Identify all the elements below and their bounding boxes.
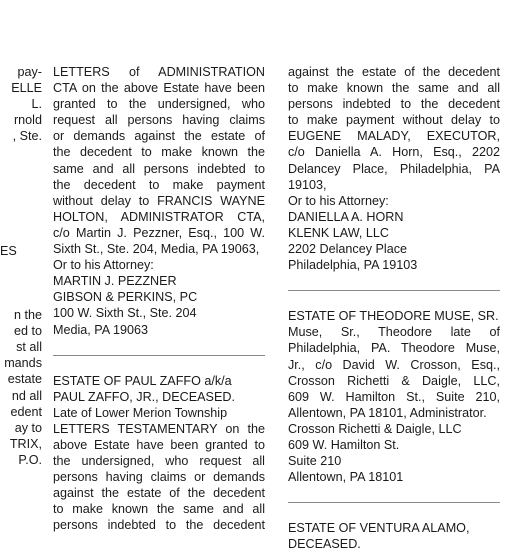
notice-text-line: Muse, Sr., Theodore late of xyxy=(288,325,500,340)
notice-text-line: the decedent to make payment xyxy=(53,177,265,192)
clipped-text-fragment: pay- xyxy=(17,65,42,79)
notice-text-line: 19103, xyxy=(288,177,327,192)
clipped-text-fragment: nd all xyxy=(11,388,42,403)
notice-text-line: to make known the same and all xyxy=(288,81,500,96)
notice-text-line: ESTATE OF THEODORE MUSE, SR. xyxy=(288,309,499,324)
notice-text-line: DANIELLA A. HORN xyxy=(288,209,404,224)
letters-of-administration-notice xyxy=(53,64,265,338)
notice-text-line: EUGENE MALADY, EXECUTOR, xyxy=(288,129,500,144)
notice-divider xyxy=(53,355,265,356)
notice-text-line: Philadelphia, PA 19103 xyxy=(288,258,418,273)
right-column xyxy=(288,64,500,552)
notice-text-line: Jr., c/o David W. Crosson, Esq., xyxy=(288,357,500,372)
middle-column xyxy=(53,64,265,534)
clipped-text-fragment: L. xyxy=(31,97,42,112)
notice-text-line: c/o Daniella A. Horn, Esq., 2202 xyxy=(288,145,500,160)
notice-text-line: Allentown, PA 18101, Administrator. xyxy=(288,405,487,420)
notice-text-line: 100 W. Sixth St., Ste. 204 xyxy=(53,306,197,321)
clipped-text-fragment: n the xyxy=(13,308,42,322)
notice-text-line: granted to the undersigned, who xyxy=(53,97,265,112)
notice-text-line: Media, PA 19063 xyxy=(53,322,148,337)
clipped-text-fragment: ay to xyxy=(14,420,42,435)
notice-text-line: Or to his Attorney: xyxy=(53,258,154,273)
notice-divider xyxy=(288,290,500,291)
clipped-text-fragment: ES xyxy=(0,244,17,258)
notice-text-line: to make payment without delay to xyxy=(288,113,500,128)
notice-text-line: Or to his Attorney: xyxy=(288,193,389,208)
notice-text-line: LETTERS of ADMINISTRATION xyxy=(53,65,265,79)
clipped-text-fragment: ed to xyxy=(13,324,42,339)
notice-text-line: same and all persons indebted to xyxy=(53,161,265,176)
notice-text-line: HOLTON, ADMINISTRATOR CTA, xyxy=(53,209,265,224)
notice-text-line: DECEASED. xyxy=(288,537,361,552)
estate-notice-eugene-malady xyxy=(288,64,500,273)
clipped-text-fragment: edent xyxy=(10,404,42,419)
notice-text-line: Delancey Place, Philadelphia, PA xyxy=(288,161,500,176)
notice-text-line: without delay to FRANCIS WAYNE xyxy=(53,193,265,208)
notice-text-line: Crosson Richetti & Daigle, LLC xyxy=(288,421,462,436)
notice-text-line: the undersigned, who request all xyxy=(53,454,265,469)
notice-text-line: LETTERS TESTAMENTARY on the xyxy=(53,421,265,436)
notice-text-line: KLENK LAW, LLC xyxy=(288,225,390,240)
notice-text-line: Allentown, PA 18101 xyxy=(288,470,404,485)
notice-text-line: against the estate of the decedent xyxy=(53,486,265,501)
notice-text-line: persons indebted to the decedent xyxy=(53,518,265,533)
notice-text-line: Suite 210 xyxy=(288,454,342,469)
notice-text-line: request all persons having claims xyxy=(53,113,265,128)
notice-text-line: PAUL ZAFFO, JR., DECEASED. xyxy=(53,389,235,404)
estate-of-ventura-alamo-notice xyxy=(288,520,500,552)
notice-text-line: against the estate of the decedent xyxy=(288,65,500,79)
clipped-text-fragment: rnold xyxy=(13,113,42,128)
notice-text-line: CTA on the above Estate have been xyxy=(53,81,265,96)
clipped-text-fragment: st all xyxy=(16,340,42,355)
clipped-text-fragment: estate xyxy=(7,372,42,387)
notice-text-line: to make known the same and all xyxy=(53,502,265,517)
notice-text-line: or demands against the estate of xyxy=(53,129,265,144)
estate-of-paul-zaffo-notice xyxy=(53,373,265,534)
clipped-text-fragment: ELLE xyxy=(11,81,42,96)
notice-text-line: GIBSON & PERKINS, PC xyxy=(53,290,198,305)
estate-of-theodore-muse-notice xyxy=(288,308,500,485)
notice-text-line: 2202 Delancey Place xyxy=(288,242,408,257)
clipped-text-fragment: mands xyxy=(4,356,42,371)
notice-text-line: c/o Martin J. Pezzner, Esq., 100 W. xyxy=(53,225,265,240)
notice-text-line: ESTATE OF PAUL ZAFFO a/k/a xyxy=(53,373,232,388)
notice-text-line: persons having claims or demands xyxy=(53,470,265,485)
notice-text-line: MARTIN J. PEZZNER xyxy=(53,274,177,289)
notice-text-line: ESTATE OF VENTURA ALAMO, xyxy=(288,521,470,536)
notice-text-line: Late of Lower Merion Township xyxy=(53,405,228,420)
notice-text-line: above Estate have been granted to xyxy=(53,437,265,452)
notice-text-line: the decedent to make known the xyxy=(53,145,265,160)
notice-text-line: 609 W. Hamilton St., Suite 210, xyxy=(288,389,500,404)
notice-text-line: Philadelphia, PA. Theodore Muse, xyxy=(288,341,500,356)
notice-text-line: Sixth St., Ste. 204, Media, PA 19063, xyxy=(53,242,260,257)
clipped-text-fragment: P.O. xyxy=(18,452,42,467)
notice-text-line: persons indebted to the decedent xyxy=(288,97,500,112)
clipped-text-fragment: , Ste. xyxy=(12,129,42,144)
notice-text-line: 609 W. Hamilton St. xyxy=(288,437,400,452)
notice-divider xyxy=(288,502,500,503)
clipped-text-fragment: TRIX, xyxy=(9,436,42,451)
notice-text-line: Crosson Richetti & Daigle, LLC, xyxy=(288,373,500,388)
